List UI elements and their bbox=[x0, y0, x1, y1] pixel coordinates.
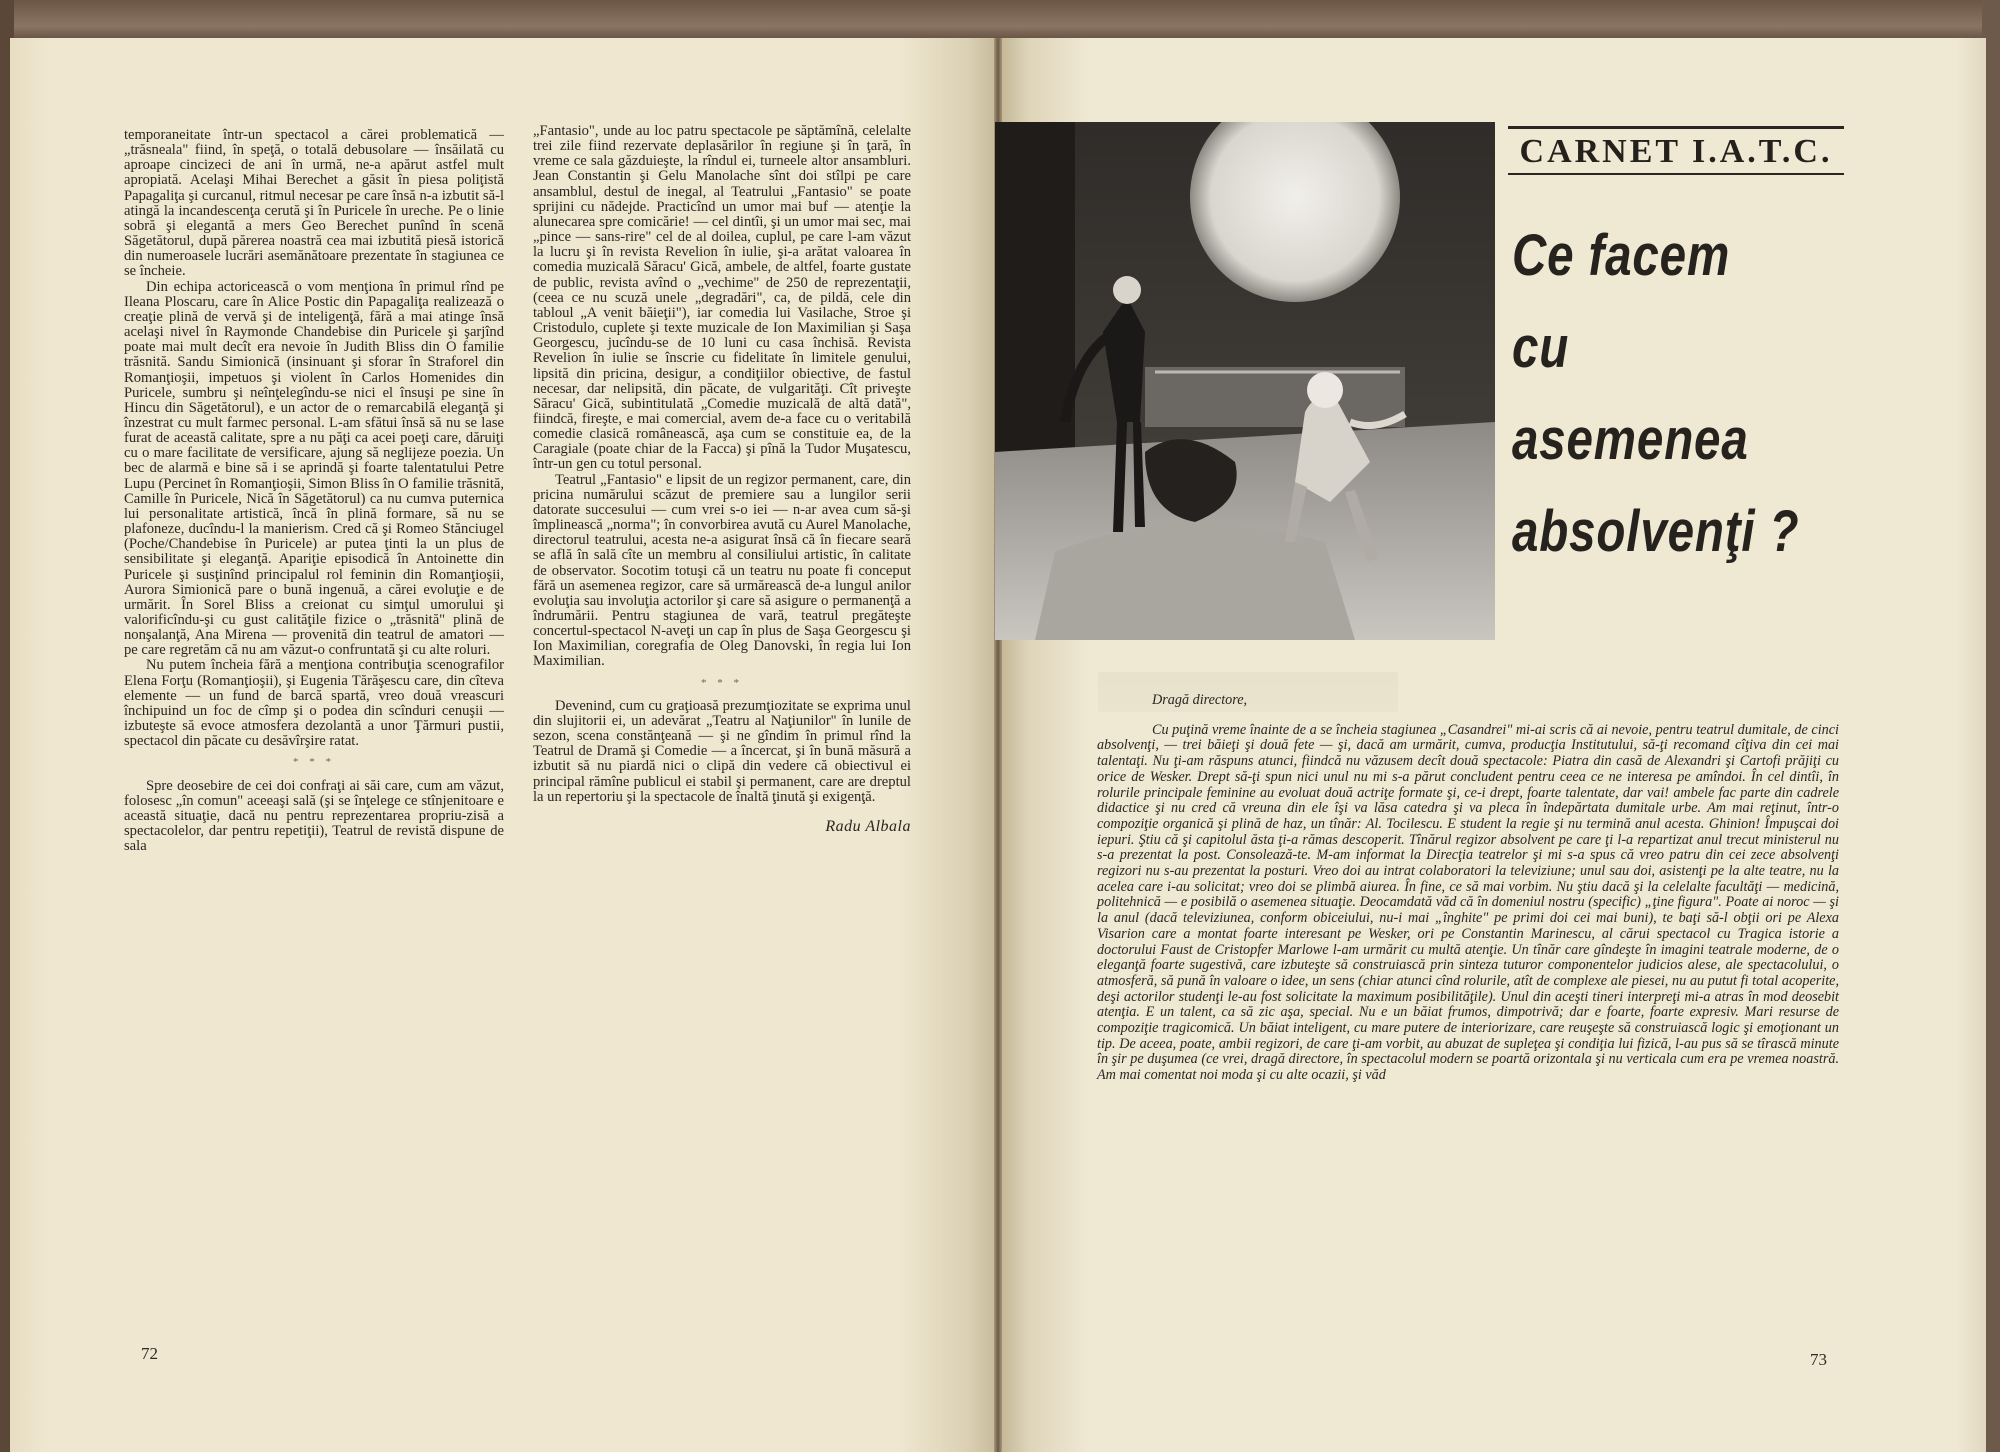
left-column-2 bbox=[533, 124, 911, 834]
article-headline bbox=[1512, 210, 1800, 578]
author-signature: Radu Albala bbox=[825, 817, 911, 835]
letter-body: Cu puţină vreme înainte de a se încheia stagiunea „Casandrei" mi-ai scris că ai nevoie, pentru teatrul dumitale, de cinci absolvenţi, — trei băieţi şi două fete — şi, dacă am urmărit, cumva, producţia Institutului, să-ţi recomand cîţiva din cei mai talentaţi. Nu ţi-am răspuns atunci, fiindcă nu văzusem decît două spectacole: Piatra din casă de Alexandri şi Cartofi prăjiţi cu orice de Wesker. Drept să-ţi spun nici unul nu mi s-a părut concludent pentru ceea ce ne interesa pe amîndoi. În cel dintîi, în rolurile principale feminine au evoluat două actriţe formate şi, ce-i drept, foarte talentate, dar vai! ambele fac parte din cadrele didactice şi nu cred că vreuna din ele îşi va lăsa catedra şi va pleca în îndepărtata dumitale urbe. Am mai reţinut, într-o compoziţie organică şi plină de haz, un tînăr: Al. Tocilescu. E student la regie şi nu termină anul acesta. Ghinion! Împuşcai doi iepuri. Ştiu că şi capitolul ăsta ţi-a rămas descoperit. Tînărul regizor absolvent pe care ţi l-a repartizat anul trecut ministerul nu s-a prezentat la post. Consolează-te. M-am informat la Direcţia teatrelor şi mi s-a spus că vreo patru din cei zece absolvenţi regizori nu s-au prezentat la posturi. Vreo doi au intrat colaboratori la televiziune; unul sau doi, asistenţi pe la alte teatre, nu la acelea care i-au solicitat; vreo doi se plimbă aiurea. În fine, ce să mai vorbim. Nu ştiu dacă şi la celelalte facultăţi — medicină, politehnică — e posibilă o asemenea situaţie. Deocamdată văd că în domeniul nostru (specific) „ţine figura". Poate ai noroc — şi la anul (dacă televiziunea, conform obiceiului, nu-i mai „înghite" pe primi doi cei mai buni), te baţi să-l obţii ori pe Alexa Visarion care a montat foarte interesant pe Wesker, ori pe Constantin Marinescu, al cărui spectacol cu Tragica istorie a doctorului Faust de Cristopfer Marlowe l-am urmărit cu multă atenţie. Un tînăr care gîndeşte în imagini teatrale moderne, de o eleganţă foarte sugestivă, care izbuteşte să construiască prin sinteza tuturor componentelor judicios alese, ale spectacolului, o atmosferă, să pună în valoare o idee, un sens (chiar atunci cînd rolurile, atît de complexe ale piesei, nu au putut fi total acoperite, deşi actorilor studenţi le-au fost solicitate la maximum posibilităţile). Unul din aceşti tineri interpreţi mi-a atras în mod deosebit atenţia. E un talent, ca să zic aşa, special. Nu e un băiat frumos, dimpotrivă; dar e foarte, foarte expresiv. Mari resurse de compoziţie tragicomică. Un băiat inteligent, cu mare putere de interiorizare, care reuşeşte să construiască logic şi emoţionant un tip. De aceea, poate, ambii regizori, de care ţi-am vorbit, au abuzat de supleţea şi condiţia lui fizică, l-au pus să se tîrască minute în şir pe duşumea (ce vrei, dragă directore, în spectacolul modern se poartă orizontala şi nu verticala cum era pe vremea noastră. Am mai comentat noi moda şi cu alte ocazii, şi văd bbox=[1097, 721, 1839, 1084]
paragraph: Teatrul „Fantasio" e lipsit de un regizor permanent, care, din pricina numărului scăzut de premiere sau a lungilor serii datorate succesului — cum vrei s-o iei — n-ar avea cum să-şi împlinească „norma"; în convorbirea avută cu Aurel Manolache, directorul teatrului, acesta ne-a asigurat însă că în fiecare seară se află în sală cîte un membru al consiliului artistic, în calitate de observator. Socotim totuşi că un teatru nu poate fi conceput fără un asemenea regizor, care să urmărească de-a lungul anilor evoluţia sau involuţia actorilor şi care să asigure o permanenţă a îndrumării. Pentru stagiunea de vară, teatrul pregăteşte concertul-spectacol N-aveţi un cap în plus de Saşa Georgescu şi Ion Maximilian, coregrafia de Oleg Danovski, în regia lui Ion Maximilian. bbox=[533, 471, 911, 670]
paragraph: Nu putem încheia fără a menţiona contribuţia scenografilor Elena Forţu (Romanţioşii), şi Eugenia Tărăşescu care, din cîteva elemente — un fund de barcă spartă, vreo două vreascuri închipuind un foc de cîmp şi o podea din scînduri cenuşii — izbuteşte să evoce atmosfera dezolantă a unor Ţărmuri pustii, spectacol din păcate cu desăvîrşire ratat. bbox=[124, 657, 504, 750]
paragraph: „Fantasio", unde au loc patru spectacole pe săptămînă, celelalte trei zile fiind rezervate deplasărilor în regiune şi în ţară, în vreme ce sala găzduieşte, la rîndul ei, turneele altor ansambluri. Jean Constantin şi Gelu Manolache sînt doi stîlpi pe care ansamblul, destul de inegal, al Teatrului „Fantasio" se poate sprijini cu nădejde. Practicînd un umor mai buf — atenţie la alunecarea spre comicărie! — cel dintîi, şi un umor mai sec, mai „pince — sans-rire" cel de al doilea, cuplul, pe care l-am văzut la lucru şi în revista Revelion în iulie, şi-a arătat valoarea în comedia muzicală Săracu' Gică, ambele, de altfel, foarte gustate de public, revista avînd o „vechime" de 250 de reprezentaţii, (ceea ce nu scuză unele „degradări", ca, de pildă, cele din tabloul „A venit băieţii"), iar comedia lui Vasilache, Stroe şi Cristodulo, cuplete şi texte muzicale de Ion Maximilian şi Saşa Georgescu, jucîndu-se de 10 luni cu casa închisă. Revista Revelion în iulie se înscrie cu fidelitate în limitele genului, lipsită din pricina, desigur, a condiţiilor obiective, de fastul necesar, dar nelipsită, din păcate, de vulgarităţi. Cît priveşte Săracu' Gică, subintitulată „Comedie muzicală de altă dată", fiindcă, fireşte, e mai comercial, avem de-a face cu o veritabilă comedie clasică românească, aşa cum se constituie ea, de la Caragiale (poate chiar de la Facca) şi pînă la Tudor Muşatescu, într-un gen cu totul personal. bbox=[533, 123, 911, 473]
stage-photo bbox=[995, 122, 1495, 640]
headline-line-3: asemenea bbox=[1512, 407, 1749, 472]
section-title: CARNET I.A.T.C. bbox=[1519, 133, 1833, 170]
section-header bbox=[1508, 126, 1844, 175]
headline-line-2: cu bbox=[1512, 315, 1570, 380]
paragraph: Din echipa actoricească o vom menţiona în primul rînd pe Ileana Ploscaru, care în Alice Postic din Papagaliţa realizează o creaţie plină de vervă şi de inteligenţă, fără a mai atinge însă acelaşi nivel în Raymonde Chandebise din Puricele şi şarjînd poate mai mult decît era nevoie în Judith Bliss din O familie trăsnită. Sandu Simionică (insinuant şi sforar în Straforel din Romanţioşii, impetuos şi violent în Carlos Homenides din Puricele, sumbru şi neînţelegîndu-se nici el însuşi pe sine în Hincu din Săgetătorul), e un actor de o remarcabilă eleganţă şi înzestrat cu mult farmec personal. L-am sfătui însă să nu se lase furat de această calitate, spre a nu păţi ca acei poeţi care, dăruiţi cu o mare facilitate de versificare, ajung să neglijeze poezia. Un bec de alarmă e bine să i se aprindă şi foarte talentatului Petre Lupu (Percinet în Romanţioşii, Simon Bliss în O familie trăsnită, Camille în Puricele, Nică în Săgetătorul) ca nu cumva puternica lui personalitate artistică, încă în plină formare, să nu se plafoneze, ducîndu-l la manierism. Cred că şi Romeo Stănciugel (Poche/Chandebise în Puricele) ar putea ţinti la un plus de sensibilitate şi eleganţă. Apariţie episodică în Antoinette din Puricele şi susţinînd principalul rol feminin din Romanţioşii, Aurora Simionică pare o bună ingenuă, a cărei evoluţie e de urmărit. În Sorel Bliss a creionat cu simţul umorului şi valorificîndu-şi cu gust calităţile fizice o „trăsnită" plină de nonşalanţă, Ana Mirena — provenită din teatrul de amatori — pe care regretăm că nu am văzut-o confruntată şi cu alte roluri. bbox=[124, 278, 504, 659]
paragraph: Spre deosebire de cei doi confraţi ai săi care, cum am văzut, folosesc „în comun" aceeaşi sală (şi se înţelege ce stînjenitoare e această situaţie, dacă nu pentru reprezentarea propriu-zisă a spectacolelor, dar pentru repetiţii), Teatrul de revistă dispune de sala bbox=[124, 777, 504, 855]
stage-photo-icon bbox=[995, 122, 1495, 640]
page-number-left: 72 bbox=[141, 1344, 158, 1363]
page-number-right: 73 bbox=[1810, 1350, 1827, 1369]
headline-line-4: absolvenţi ? bbox=[1512, 499, 1800, 564]
letter-salutation: Dragă directore, bbox=[1152, 692, 1248, 708]
paragraph: temporaneitate într-un spectacol a cărei problematică — „trăsneala" fiind, în speţă, o totală debusolare — însăilată cu aproape cincizeci de ani în urmă, ne-a apărut astfel mult apropiată. Acelaşi Mihai Berechet a găsit în piesa poliţistă Papagaliţa şi curcanul, ritmul necesar pe care însă n-a izbutit să-l atingă la incandescenţa cerută şi în Puricele în ureche. Pe o linie sobră şi elegantă a mers Geo Berechet punînd în scenă Săgetătorul, după părerea noastră cea mai izbutită piesă istorică din numeroasele lucrări asemănătoare prezentate în stagiunea ce se încheie. bbox=[124, 127, 504, 280]
section-separator: * * * bbox=[701, 676, 743, 689]
section-rule-bottom bbox=[1508, 173, 1844, 175]
left-column-1 bbox=[124, 128, 504, 854]
paragraph: Devenind, cum cu graţioasă prezumţiozitate se exprima unul din slujitorii ei, un adevărat „Teatru al Naţiunilor" în lunile de sezon, scena constănţeană — şi ne gîndim în primul rînd la Teatrul de Dramă şi Comedie — a încercat, şi în bună măsură a izbutit să nu piardă nici o clipă din vedere că obiectivul ei principal rămîne publicul ei stabil şi permanent, care are dreptul la un repertoriu şi la spectacole de înaltă ţinută şi exigenţă. bbox=[533, 697, 911, 805]
section-separator: * * * bbox=[293, 756, 335, 769]
letter-text bbox=[1097, 693, 1839, 1084]
headline-line-1: Ce facem bbox=[1512, 223, 1731, 288]
